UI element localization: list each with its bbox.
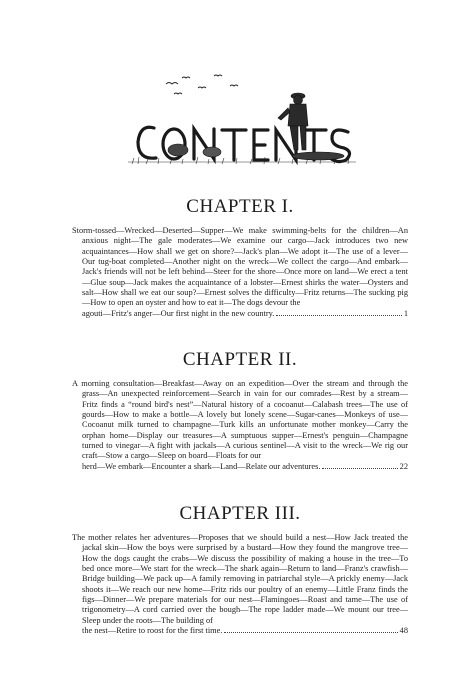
chapter-section (72, 196, 408, 318)
page-number: 1 (403, 308, 408, 318)
dot-leader (322, 468, 397, 469)
toc-entry-line[interactable] (72, 462, 408, 471)
chapter-title: CHAPTER I. (186, 196, 294, 217)
toc-entry-line[interactable] (72, 309, 408, 318)
chapter-summary-text: The mother relates her adventures—Proposes that we should build a nest—How Jack treated the jackal skin—How the boys were surprised by a bustard—How they found the mangrove tree—How the dogs caught the crabs—We discuss the possibility of making a house in the tree—To bed once more—We start for the wreck—The shark again—Return to land—Franz's crawfish—Bridge building—We pack up—A family removing in patriarchal style—A prickly enemy—Jack shoots it—We reach our new home—Fritz rids our poultry of an enemy—Little Franz finds the figs—Dinner—We prepare materials for our nest—Flamingoes—Roast and tame—The use of trigonometry—A cord carried over the bough—The rope ladder made—We mount our tree—Sleep under the roots—The building of (72, 533, 408, 625)
page-number: 22 (399, 461, 408, 471)
dot-leader (276, 315, 401, 316)
contents-header-illustration (118, 70, 366, 182)
chapter-summary-last-line: herd—We embark—Encounter a shark—Land—Relate our adventures. (82, 461, 321, 471)
chapter-summary-last-line: the nest—Retire to roost for the first time. (82, 626, 223, 636)
dot-leader (224, 632, 397, 633)
chapter-section (72, 349, 408, 471)
chapter-title: CHAPTER III. (179, 503, 301, 524)
chapter-summary-text: A morning consultation—Breakfast—Away on an expedition—Over the stream and through the grass—An unexpected reinforcement—Search in vain for our comrades—Rest by a stream—Fritz finds a “round bird's nest”—Natural history of a cocoanut—Calabash trees—The use of gourds—How to make a bottle—A lovely but lonely scene—Sugar-canes—Monkeys of use—Cocoanut milk turned to champagne—Turk kills an unfortunate mother monkey—Carry the orphan home—Display our treasures—A sumptuous supper—Ernest's penguin—Champagne turned to vinegar—A fight with jackals—A curious sentinel—A visit to the wreck—We rig our craft—Stow a cargo—Sleep on board—Floats for our (72, 379, 408, 461)
toc-entry-line[interactable] (72, 626, 408, 635)
chapter-summary (72, 226, 408, 309)
birds-icon (166, 75, 238, 94)
chapter-title: CHAPTER II. (182, 349, 298, 370)
chapter-summary-last-line: agouti—Fritz's anger—Our first night in the new country. (82, 308, 275, 318)
chapter-summary-text: Storm-tossed—Wrecked—Deserted—Supper—We make swimming-belts for the children—An anxious night—The gale moderates—We examine our cargo—Jack introduces two new acquaintances—How shall we get on shore?—Jack's plan—We adopt it—The use of a lever—Our tug-boat completed—Another night on the wreck—We collect the cargo—And embark—Jack's friends will not be left behind—Steer for the shore—Once more on land—We erect a tent—Glue soup—Jack makes the acquaintance of a lobster—Ernest shirks the water—Oysters and salt—How shall we eat our soup?—Ernest solves the difficulty—Fritz returns—The sucking pig—How to open an oyster and how to eat it—The dogs devour the (72, 226, 408, 308)
page-number: 48 (399, 626, 408, 636)
chapter-summary (72, 379, 408, 462)
chapter-section (72, 503, 408, 635)
chapter-summary (72, 533, 408, 626)
